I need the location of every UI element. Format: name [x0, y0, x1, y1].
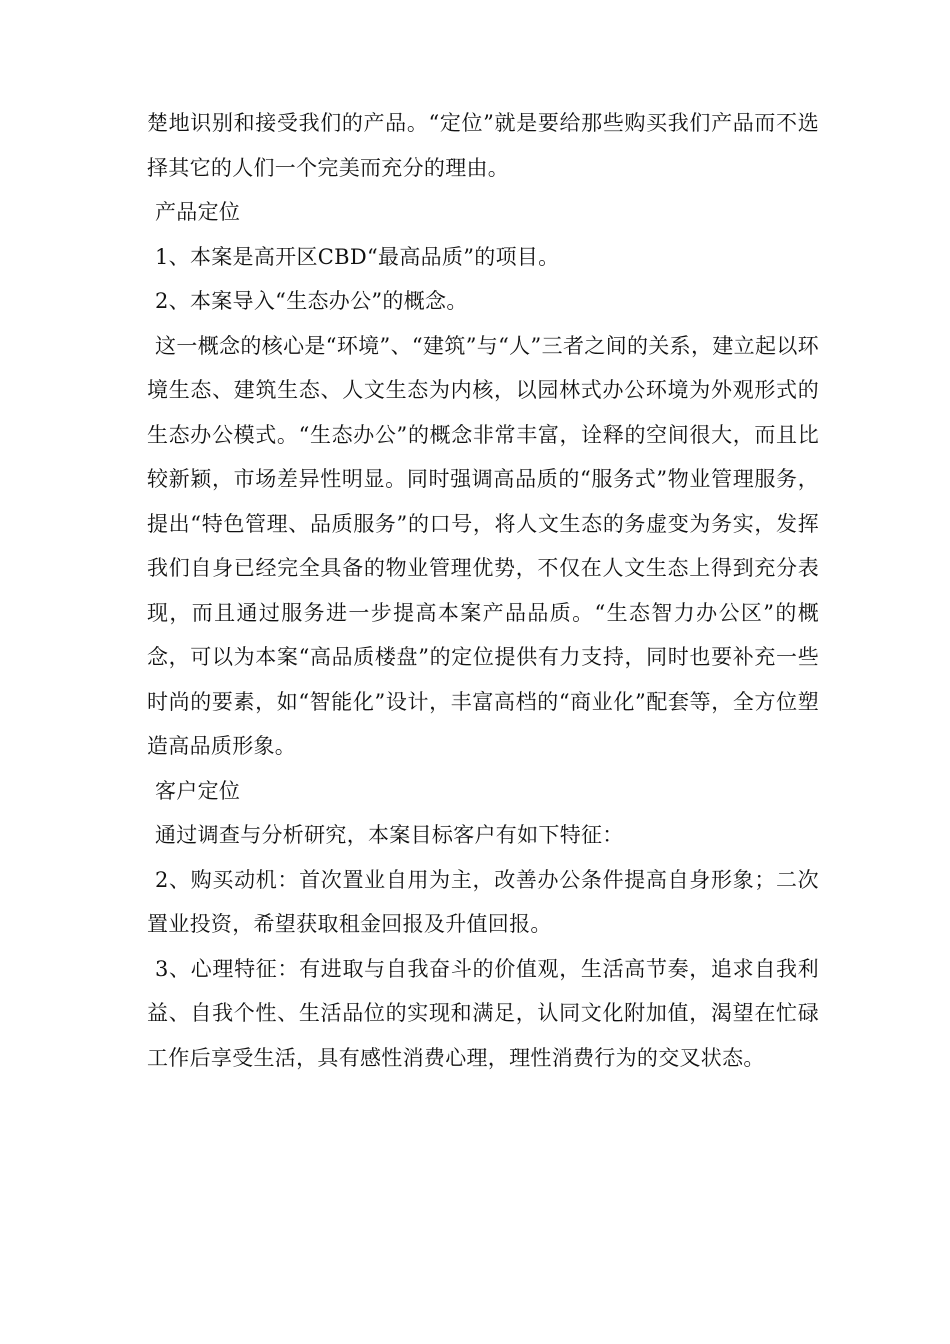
body-paragraph	[147, 324, 819, 769]
section-heading-customer-positioning	[147, 769, 819, 814]
list-item-psychology	[147, 947, 819, 1081]
heading-text: 产品定位	[155, 200, 241, 224]
body-paragraph	[147, 813, 819, 858]
paragraph-text: 这一概念的核心是“环境”、“建筑”与“人”三者之间的关系，建立起以环境生态、建筑生态、人文生态为内核，以园林式办公环境为外观形式的生态办公模式。“生态办公”的概念非常丰富，诠释的空间很大，而且比较新颖，市场差异性明显。同时强调高品质的“服务式”物业管理服务，提出“特色管理、品质服务”的口号，将人文生态的务虚变为务实，发挥我们自身已经完全具备的物业管理优势，不仅在人文生态上得到充分表现，而且通过服务进一步提高本案产品品质。“生态智力办公区”的概念，可以为本案“高品质楼盘”的定位提供有力支持，同时也要补充一些时尚的要素，如“智能化”设计，丰富高档的“商业化”配套等，全方位塑造高品质形象。	[147, 333, 819, 758]
document-body	[147, 101, 819, 1080]
list-item-text: 2、本案导入“生态办公”的概念。	[155, 289, 468, 313]
paragraph-text: 通过调查与分析研究，本案目标客户有如下特征：	[155, 823, 624, 847]
list-item-1	[147, 235, 819, 280]
list-item-text: 3、心理特征：有进取与自我奋斗的价值观，生活高节奏，追求自我利益、自我个性、生活品位的实现和满足，认同文化附加值，渴望在忙碌工作后享受生活，具有感性消费心理，理性消费行为的交叉状态。	[147, 956, 819, 1070]
paragraph-text: 楚地识别和接受我们的产品。“定位”就是要给那些购买我们产品而不选择其它的人们一个完美而充分的理由。	[147, 111, 819, 180]
list-item-purchase-motive	[147, 858, 819, 947]
list-item-2	[147, 279, 819, 324]
section-heading-product-positioning	[147, 190, 819, 235]
list-item-text: 2、购买动机：首次置业自用为主，改善办公条件提高自身形象；二次置业投资，希望获取租金回报及升值回报。	[147, 867, 819, 936]
list-item-text: 1、本案是高开区CBD“最高品质”的项目。	[155, 244, 560, 269]
body-paragraph	[147, 101, 819, 190]
heading-text: 客户定位	[155, 778, 241, 803]
